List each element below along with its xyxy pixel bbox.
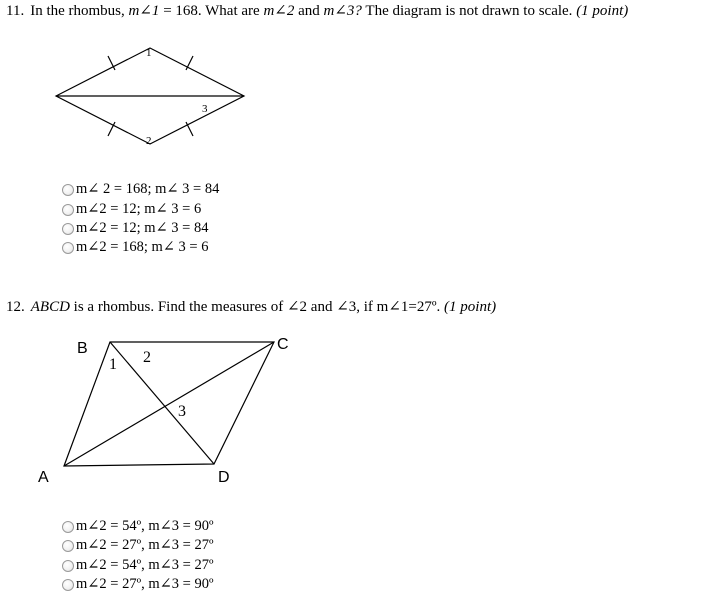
question-text: is a rhombus. Find the measures of ∠2 and ∠3, if m∠1=27º. bbox=[73, 299, 441, 315]
answer-option-11-4[interactable] bbox=[62, 238, 209, 257]
option-label: m∠2 = 12; m∠ 3 = 6 bbox=[76, 201, 202, 217]
rhombus-name: ABCD bbox=[30, 299, 70, 315]
question-11-prompt bbox=[6, 2, 628, 20]
angle-2-measure: m∠2 bbox=[263, 3, 295, 19]
question-text: The diagram is not drawn to scale. bbox=[365, 3, 573, 19]
angle-label-2: 2 bbox=[146, 135, 152, 147]
question-text: In the rhombus, bbox=[30, 3, 125, 19]
vertex-label-c: C bbox=[277, 336, 289, 353]
angle-label-3: 3 bbox=[202, 103, 208, 115]
rhombus-diagram-11 bbox=[50, 38, 250, 154]
answer-option-12-3[interactable] bbox=[62, 556, 213, 575]
angle-label-1: 1 bbox=[109, 356, 117, 373]
question-text: What are bbox=[205, 3, 260, 19]
answer-option-12-4[interactable] bbox=[62, 575, 213, 594]
option-label: m∠2 = 54º, m∠3 = 27º bbox=[76, 557, 214, 573]
angle-1-measure: m∠1 bbox=[128, 3, 160, 19]
angle-label-2: 2 bbox=[143, 349, 151, 366]
answer-option-11-3[interactable] bbox=[62, 219, 209, 238]
radio-button[interactable] bbox=[62, 579, 74, 591]
option-label: m∠2 = 27º, m∠3 = 27º bbox=[76, 537, 214, 553]
angle-label-3: 3 bbox=[178, 403, 186, 420]
angle-label-1: 1 bbox=[146, 47, 152, 59]
vertex-label-d: D bbox=[218, 469, 230, 486]
answer-option-12-2[interactable] bbox=[62, 536, 213, 555]
option-label: m∠ 2 = 168; m∠ 3 = 84 bbox=[76, 181, 220, 197]
points-label: (1 point) bbox=[444, 299, 497, 315]
option-label: m∠2 = 27º, m∠3 = 90º bbox=[76, 576, 214, 592]
vertex-label-a: A bbox=[38, 469, 49, 486]
radio-button[interactable] bbox=[62, 521, 74, 533]
question-text: = 168. bbox=[163, 3, 202, 19]
vertex-label-b: B bbox=[77, 340, 88, 357]
radio-button[interactable] bbox=[62, 204, 74, 216]
answer-option-11-1[interactable] bbox=[62, 180, 219, 199]
answer-option-12-1[interactable] bbox=[62, 517, 213, 536]
radio-button[interactable] bbox=[62, 223, 74, 235]
question-12-prompt bbox=[6, 298, 496, 316]
radio-button[interactable] bbox=[62, 184, 74, 196]
answer-option-11-2[interactable] bbox=[62, 200, 201, 219]
option-label: m∠2 = 54º, m∠3 = 90º bbox=[76, 518, 214, 534]
radio-button[interactable] bbox=[62, 560, 74, 572]
option-label: m∠2 = 168; m∠ 3 = 6 bbox=[76, 239, 209, 255]
angle-3-measure: m∠3? bbox=[323, 3, 362, 19]
diagonal-bd bbox=[110, 342, 214, 464]
points-label: (1 point) bbox=[576, 3, 629, 19]
radio-button[interactable] bbox=[62, 242, 74, 254]
question-number: 12. bbox=[6, 299, 25, 315]
rhombus-diagram-12 bbox=[30, 330, 310, 490]
diagonal-ac bbox=[64, 342, 274, 466]
question-number: 11. bbox=[6, 3, 25, 19]
question-text: and bbox=[298, 3, 320, 19]
option-label: m∠2 = 12; m∠ 3 = 84 bbox=[76, 220, 209, 236]
radio-button[interactable] bbox=[62, 540, 74, 552]
